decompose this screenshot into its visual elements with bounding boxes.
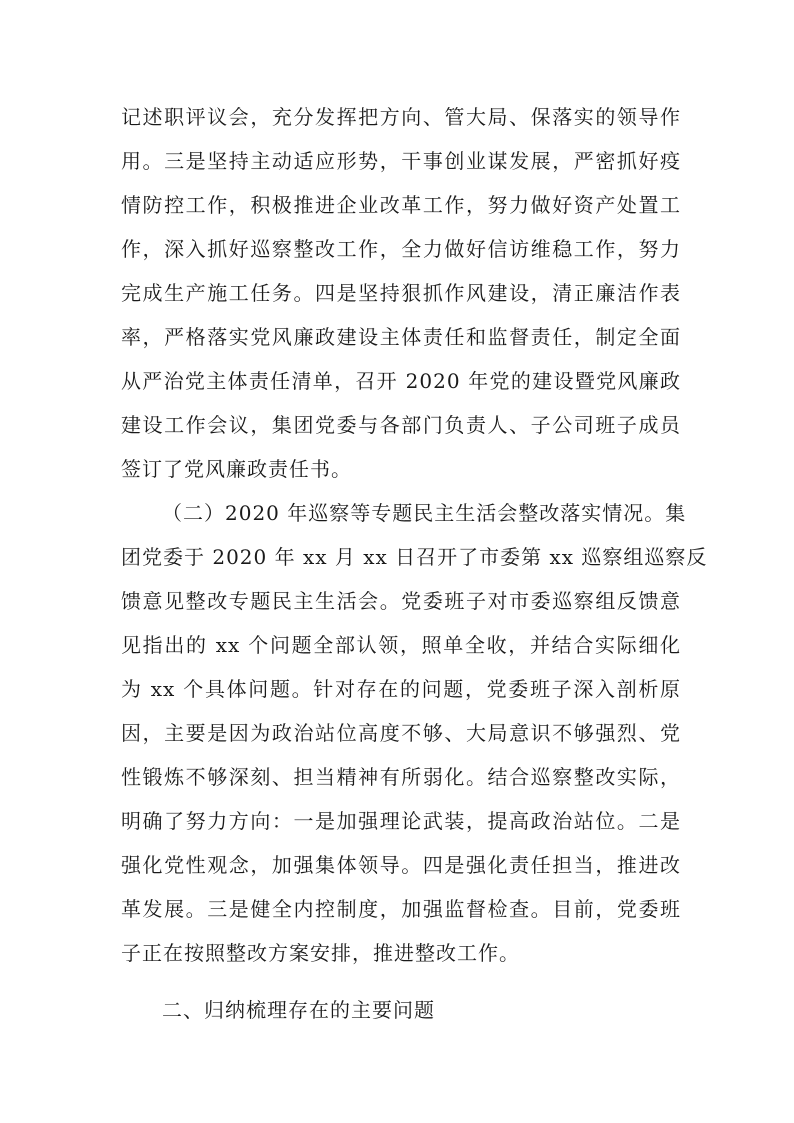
paragraph-1-line-4: 作，深入抓好巡察整改工作，全力做好信访维稳工作，努力	[121, 237, 681, 261]
paragraph-1-line-6: 率，严格落实党风廉政建设主体责任和监督责任，制定全面	[121, 325, 681, 349]
paragraph-2-line-2: 团党委于 2020 年 xx 月 xx 日召开了市委第 xx 巡察组巡察反	[121, 545, 708, 569]
paragraph-2-line-3: 馈意见整改专题民主生活会。党委班子对市委巡察组反馈意	[121, 589, 681, 613]
paragraph-2-line-8: 明确了努力方向：一是加强理论武装，提高政治站位。二是	[121, 809, 681, 833]
paragraph-1-line-5: 完成生产施工任务。四是坚持狠抓作风建设，清正廉洁作表	[121, 281, 681, 305]
paragraph-2-line-1: （二）2020 年巡察等专题民主生活会整改落实情况。集	[162, 501, 687, 525]
paragraph-2-line-7: 性锻炼不够深刻、担当精神有所弱化。结合巡察整改实际，	[121, 765, 681, 789]
paragraph-2-line-10: 革发展。三是健全内控制度，加强监督检查。目前，党委班	[121, 897, 681, 921]
paragraph-2-line-6: 因，主要是因为政治站位高度不够、大局意识不够强烈、党	[121, 721, 681, 745]
paragraph-1-line-2: 用。三是坚持主动适应形势，干事创业谋发展，严密抓好疫	[121, 149, 681, 173]
section-heading-2: 二、归纳梳理存在的主要问题	[162, 998, 435, 1022]
paragraph-1-line-3: 情防控工作，积极推进企业改革工作，努力做好资产处置工	[121, 193, 681, 217]
paragraph-2-line-4: 见指出的 xx 个问题全部认领，照单全收，并结合实际细化	[121, 633, 681, 657]
paragraph-1-line-8: 建设工作会议，集团党委与各部门负责人、子公司班子成员	[121, 413, 681, 437]
paragraph-2-line-9: 强化党性观念，加强集体领导。四是强化责任担当，推进改	[121, 853, 681, 877]
paragraph-2-line-5: 为 xx 个具体问题。针对存在的问题，党委班子深入剖析原	[121, 677, 681, 701]
paragraph-1-line-1: 记述职评议会，充分发挥把方向、管大局、保落实的领导作	[121, 105, 681, 129]
paragraph-1-line-7: 从严治党主体责任清单，召开 2020 年党的建设暨党风廉政	[121, 369, 681, 393]
paragraph-1-line-9: 签订了党风廉政责任书。	[121, 457, 352, 481]
paragraph-2-line-11: 子正在按照整改方案安排，推进整改工作。	[121, 941, 520, 965]
